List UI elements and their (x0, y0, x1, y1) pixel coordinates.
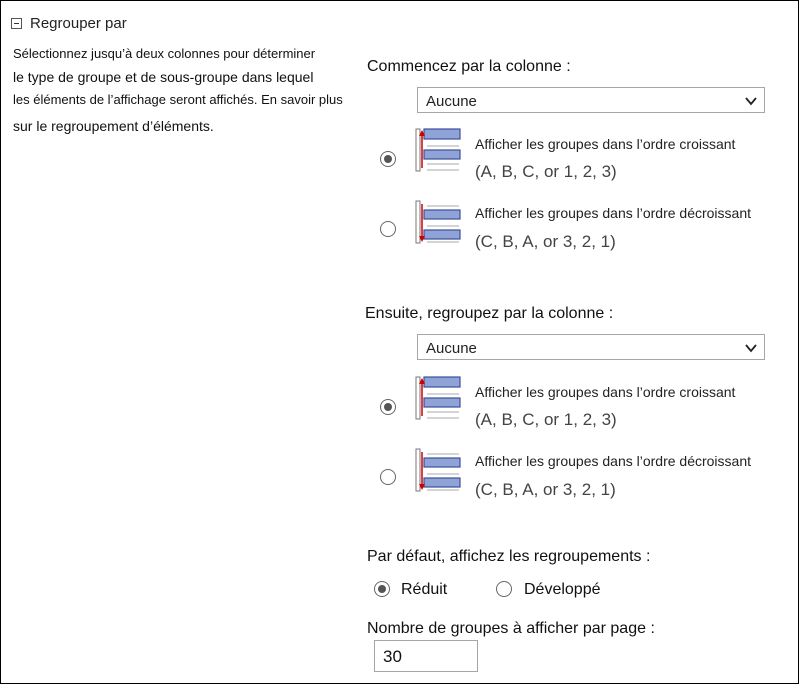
second-column-select[interactable] (417, 334, 765, 360)
description-line-1: Sélectionnez jusqu’à deux colonnes pour déterminer (13, 46, 316, 61)
first-descending-example: (C, B, A, or 3, 2, 1) (475, 232, 616, 251)
second-ascending-title: Afficher les groupes dans l’ordre croissant (475, 384, 736, 400)
sort-ascending-icon (415, 376, 461, 420)
second-descending-radio[interactable] (380, 469, 396, 485)
first-ascending-radio[interactable] (380, 151, 396, 167)
second-ascending-example: (A, B, C, or 1, 2, 3) (475, 410, 617, 429)
collapsed-label: Réduit (401, 581, 448, 598)
sort-descending-icon (415, 448, 461, 492)
description-line-3: les éléments de l’affichage seront affichés. En savoir plus (13, 92, 343, 107)
expanded-radio[interactable] (496, 581, 512, 597)
second-column-label: Ensuite, regroupez par la colonne : (365, 305, 614, 322)
chevron-down-icon (744, 341, 758, 355)
second-descending-example: (C, B, A, or 3, 2, 1) (475, 480, 616, 499)
description-line-4: sur le regroupement d’éléments. (13, 118, 214, 134)
first-descending-title: Afficher les groupes dans l’ordre décroissant (475, 205, 752, 221)
first-column-select-value: Aucune (426, 93, 477, 110)
default-display-label: Par défaut, affichez les regroupements : (367, 548, 651, 565)
first-column-select[interactable] (417, 87, 765, 113)
collapsed-radio[interactable] (374, 581, 390, 597)
first-descending-radio[interactable] (380, 221, 396, 237)
section-header[interactable] (11, 13, 127, 33)
first-ascending-example: (A, B, C, or 1, 2, 3) (475, 162, 617, 181)
chevron-down-icon (744, 94, 758, 108)
groups-per-page-label: Nombre de groupes à afficher par page : (367, 620, 655, 637)
expanded-label: Développé (524, 581, 601, 598)
second-descending-title: Afficher les groupes dans l’ordre décroissant (475, 453, 752, 469)
first-column-label: Commencez par la colonne : (367, 58, 571, 75)
sort-ascending-icon (415, 128, 461, 172)
description-line-2: le type de groupe et de sous-groupe dans lequel (13, 69, 314, 85)
groups-per-page-input[interactable]: 30 (374, 640, 478, 672)
second-column-select-value: Aucune (426, 340, 477, 357)
sort-descending-icon (415, 200, 461, 244)
second-ascending-radio[interactable] (380, 399, 396, 415)
section-title: Regrouper par (30, 14, 127, 32)
collapse-minus-icon[interactable] (11, 18, 22, 29)
first-ascending-title: Afficher les groupes dans l’ordre croissant (475, 136, 736, 152)
